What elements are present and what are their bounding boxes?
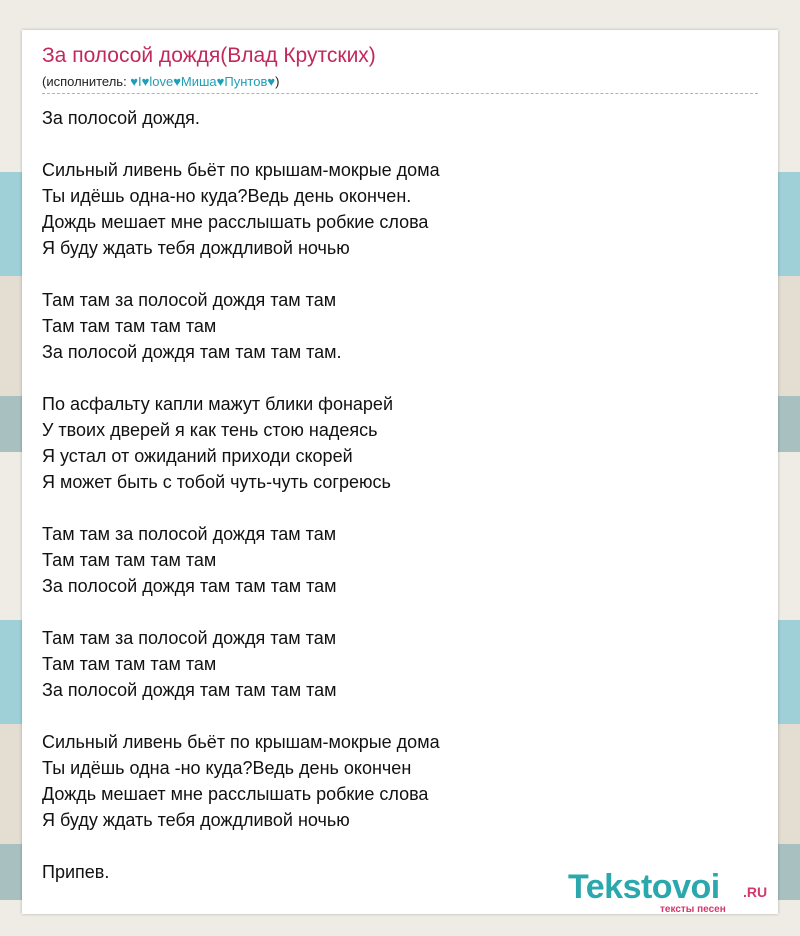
lyric-line: Я устал от ожиданий приходи скорей — [42, 446, 353, 466]
lyric-line: Припев. — [42, 862, 110, 882]
lyric-line: Там там за полосой дождя там там — [42, 524, 337, 544]
lyric-line: По асфальту капли мажут блики фонарей — [42, 394, 393, 414]
lyric-line: За полосой дождя. — [42, 108, 200, 128]
lyric-line: Там там за полосой дождя там там — [42, 290, 337, 310]
lyric-line: За полосой дождя там там там там — [42, 576, 337, 596]
artist-suffix: ) — [275, 74, 280, 89]
lyric-line — [42, 833, 758, 859]
logo-tld: .RU — [743, 884, 768, 900]
song-title: За полосой дождя(Влад Крутских) — [42, 44, 376, 67]
lyric-line — [42, 261, 758, 287]
lyric-line — [42, 131, 758, 157]
lyric-line — [42, 703, 758, 729]
logo-wordmark: Tekstovoi — [568, 868, 720, 906]
lyric-line: Ты идёшь одна -но куда?Ведь день окончен — [42, 758, 412, 778]
lyric-line: Там там там там там — [42, 316, 217, 336]
lyric-line: Там там за полосой дождя там там — [42, 628, 337, 648]
lyrics-text — [42, 105, 758, 885]
site-logo[interactable] — [568, 868, 778, 914]
lyric-line: Там там там там там — [42, 550, 217, 570]
lyric-line — [42, 365, 758, 391]
lyric-line: Я буду ждать тебя дождливой ночью — [42, 810, 350, 830]
lyric-line: Дождь мешает мне расслышать робкие слова — [42, 784, 429, 804]
lyric-line: Ты идёшь одна-но куда?Ведь день окончен. — [42, 186, 412, 206]
artist-link[interactable]: ♥I♥love♥Миша♥Пунтов♥ — [130, 74, 276, 89]
lyrics-card — [22, 30, 778, 914]
lyric-line: За полосой дождя там там там там. — [42, 342, 342, 362]
lyric-line: Сильный ливень бьёт по крышам-мокрые дома — [42, 160, 440, 180]
lyric-line — [42, 495, 758, 521]
artist-line — [42, 74, 279, 89]
lyric-line: Я может быть с тобой чуть-чуть согреюсь — [42, 472, 391, 492]
logo-subtitle: тексты песен — [660, 904, 726, 915]
title-divider — [42, 93, 758, 94]
lyric-line: Дождь мешает мне расслышать робкие слова — [42, 212, 429, 232]
lyric-line: Там там там там там — [42, 654, 217, 674]
lyric-line — [42, 599, 758, 625]
lyric-line: Я буду ждать тебя дождливой ночью — [42, 238, 350, 258]
lyric-line: За полосой дождя там там там там — [42, 680, 337, 700]
lyric-line: У твоих дверей я как тень стою надеясь — [42, 420, 378, 440]
artist-prefix: (исполнитель: — [42, 74, 131, 89]
lyric-line: Сильный ливень бьёт по крышам-мокрые дома — [42, 732, 440, 752]
